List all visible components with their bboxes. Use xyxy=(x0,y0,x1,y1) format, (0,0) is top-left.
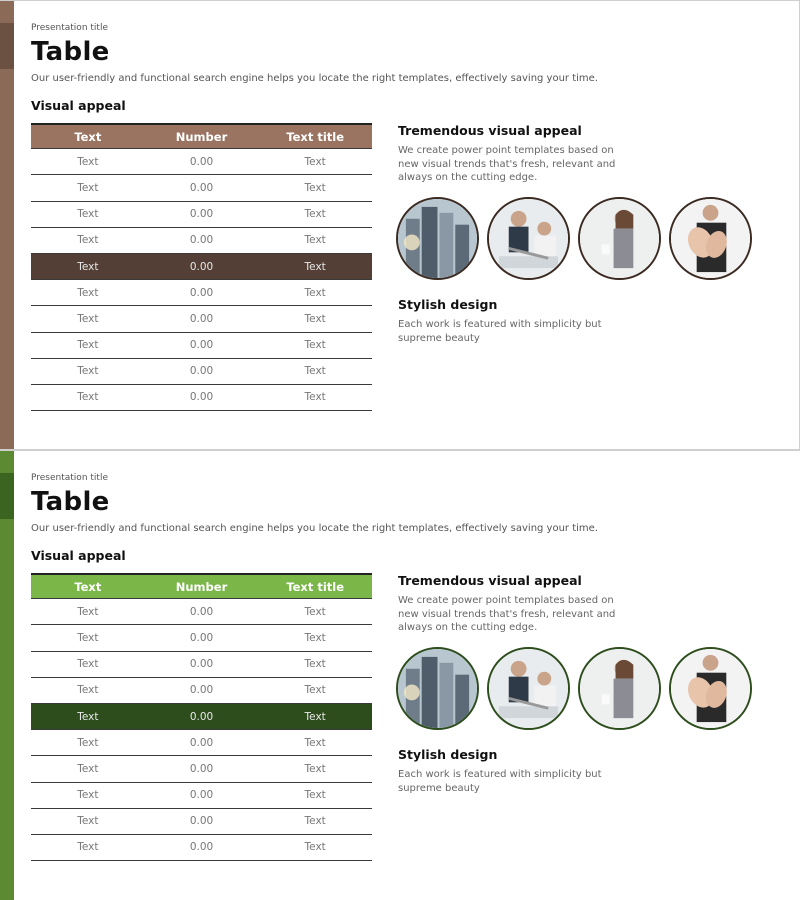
table-row xyxy=(31,783,372,809)
table-row xyxy=(31,202,372,228)
table-cell: Text xyxy=(77,208,99,221)
table-row xyxy=(31,652,372,678)
feature-title: Stylish design xyxy=(398,747,498,762)
section-label: Visual appeal xyxy=(31,98,126,113)
table-row-highlighted xyxy=(31,704,372,730)
table-cell: Text xyxy=(304,260,326,273)
woman-on-phone-photo xyxy=(578,197,661,280)
sidebar-accent-brown xyxy=(0,1,14,449)
feature-title: Tremendous visual appeal xyxy=(398,573,582,588)
feature-block-visual-appeal xyxy=(398,123,618,185)
table-header-cell: Text xyxy=(74,129,102,144)
table-cell: 0.00 xyxy=(189,312,214,325)
table-row xyxy=(31,730,372,756)
table-cell: Text xyxy=(304,208,326,221)
presentation-title: Presentation title xyxy=(31,473,108,483)
table-cell: 0.00 xyxy=(189,339,214,352)
table-cell: 0.00 xyxy=(189,684,214,697)
table-cell: 0.00 xyxy=(189,789,214,802)
data-table xyxy=(31,573,372,861)
page-subtitle: Our user-friendly and functional search engine helps you locate the right templates, effectively saving your time. xyxy=(31,73,598,84)
table-header-cell: Text title xyxy=(286,579,345,594)
table-cell: Text xyxy=(304,815,326,828)
table-row xyxy=(31,175,372,201)
table-cell: Text xyxy=(304,155,326,168)
table-header-cell: Text xyxy=(74,579,102,594)
table-cell: 0.00 xyxy=(189,710,214,723)
table-row xyxy=(31,359,372,385)
table-cell: Text xyxy=(77,260,99,273)
table-cell: Text xyxy=(304,605,326,618)
table-cell: 0.00 xyxy=(189,658,214,671)
table-row xyxy=(31,333,372,359)
feature-text: Each work is featured with simplicity but supreme beauty xyxy=(398,319,602,344)
table-cell: Text xyxy=(77,155,99,168)
table-cell: Text xyxy=(77,658,99,671)
feature-text: We create power point templates based on new visual trends that's fresh, relevant and always on the cutting edge. xyxy=(398,595,616,633)
table-cell: Text xyxy=(304,658,326,671)
table-cell: Text xyxy=(77,391,99,404)
table-row xyxy=(31,599,372,625)
sidebar-accent-green xyxy=(0,451,14,900)
woman-on-phone-photo xyxy=(578,647,661,730)
table-cell: Text xyxy=(77,684,99,697)
feature-block-visual-appeal xyxy=(398,573,618,635)
table-cell: Text xyxy=(77,841,99,854)
table-cell: Text xyxy=(304,339,326,352)
table-cell: Text xyxy=(77,762,99,775)
feature-text: Each work is featured with simplicity but supreme beauty xyxy=(398,769,602,794)
table-cell: Text xyxy=(304,286,326,299)
table-cell: 0.00 xyxy=(189,234,214,247)
table-row xyxy=(31,835,372,861)
table-cell: 0.00 xyxy=(189,762,214,775)
table-row xyxy=(31,625,372,651)
skyscrapers-photo xyxy=(396,197,479,280)
presentation-title: Presentation title xyxy=(31,23,108,33)
table-cell: 0.00 xyxy=(189,155,214,168)
table-cell: Text xyxy=(304,365,326,378)
table-row xyxy=(31,809,372,835)
table-header-row xyxy=(31,123,372,149)
table-cell: Text xyxy=(77,815,99,828)
table-header-row xyxy=(31,573,372,599)
table-cell: Text xyxy=(77,286,99,299)
table-cell: Text xyxy=(77,736,99,749)
table-header-cell: Number xyxy=(175,129,228,144)
table-cell: Text xyxy=(304,631,326,644)
table-cell: 0.00 xyxy=(189,365,214,378)
table-cell: 0.00 xyxy=(189,181,214,194)
table-cell: Text xyxy=(77,631,99,644)
table-row xyxy=(31,678,372,704)
table-cell: Text xyxy=(77,605,99,618)
table-cell: Text xyxy=(77,365,99,378)
skyscrapers-photo xyxy=(396,647,479,730)
page-title: Table xyxy=(31,487,110,517)
feature-title: Stylish design xyxy=(398,297,498,312)
table-cell: Text xyxy=(304,710,326,723)
table-cell: 0.00 xyxy=(189,391,214,404)
table-cell: Text xyxy=(77,234,99,247)
section-label: Visual appeal xyxy=(31,548,126,563)
table-row xyxy=(31,385,372,411)
table-cell: Text xyxy=(77,789,99,802)
table-header-cell: Text title xyxy=(286,129,345,144)
table-row xyxy=(31,306,372,332)
table-cell: 0.00 xyxy=(189,736,214,749)
data-table xyxy=(31,123,372,411)
table-cell: Text xyxy=(77,312,99,325)
table-cell: Text xyxy=(77,710,99,723)
table-cell: Text xyxy=(77,181,99,194)
photo-circles xyxy=(396,197,752,280)
table-cell: Text xyxy=(304,181,326,194)
table-row-highlighted xyxy=(31,254,372,280)
table-cell: Text xyxy=(304,234,326,247)
table-row xyxy=(31,228,372,254)
business-meeting-photo xyxy=(487,647,570,730)
feature-text: We create power point templates based on new visual trends that's fresh, relevant and always on the cutting edge. xyxy=(398,145,616,183)
table-row xyxy=(31,149,372,175)
feature-title: Tremendous visual appeal xyxy=(398,123,582,138)
table-cell: 0.00 xyxy=(189,208,214,221)
page-title: Table xyxy=(31,37,110,67)
table-row xyxy=(31,280,372,306)
photo-circles xyxy=(396,647,752,730)
table-cell: 0.00 xyxy=(189,260,214,273)
table-cell: 0.00 xyxy=(189,631,214,644)
table-header-cell: Number xyxy=(175,579,228,594)
table-cell: Text xyxy=(304,312,326,325)
table-cell: 0.00 xyxy=(189,815,214,828)
business-meeting-photo xyxy=(487,197,570,280)
table-cell: 0.00 xyxy=(189,286,214,299)
table-cell: Text xyxy=(304,684,326,697)
page-subtitle: Our user-friendly and functional search engine helps you locate the right templates, effectively saving your time. xyxy=(31,523,598,534)
table-cell: Text xyxy=(304,736,326,749)
applause-photo xyxy=(669,647,752,730)
table-cell: Text xyxy=(77,339,99,352)
table-cell: Text xyxy=(304,762,326,775)
feature-block-stylish-design xyxy=(398,747,618,795)
feature-block-stylish-design xyxy=(398,297,618,345)
table-cell: Text xyxy=(304,841,326,854)
table-cell: 0.00 xyxy=(189,605,214,618)
applause-photo xyxy=(669,197,752,280)
table-cell: Text xyxy=(304,789,326,802)
table-cell: Text xyxy=(304,391,326,404)
slide-green xyxy=(0,450,800,900)
table-cell: 0.00 xyxy=(189,841,214,854)
table-row xyxy=(31,756,372,782)
